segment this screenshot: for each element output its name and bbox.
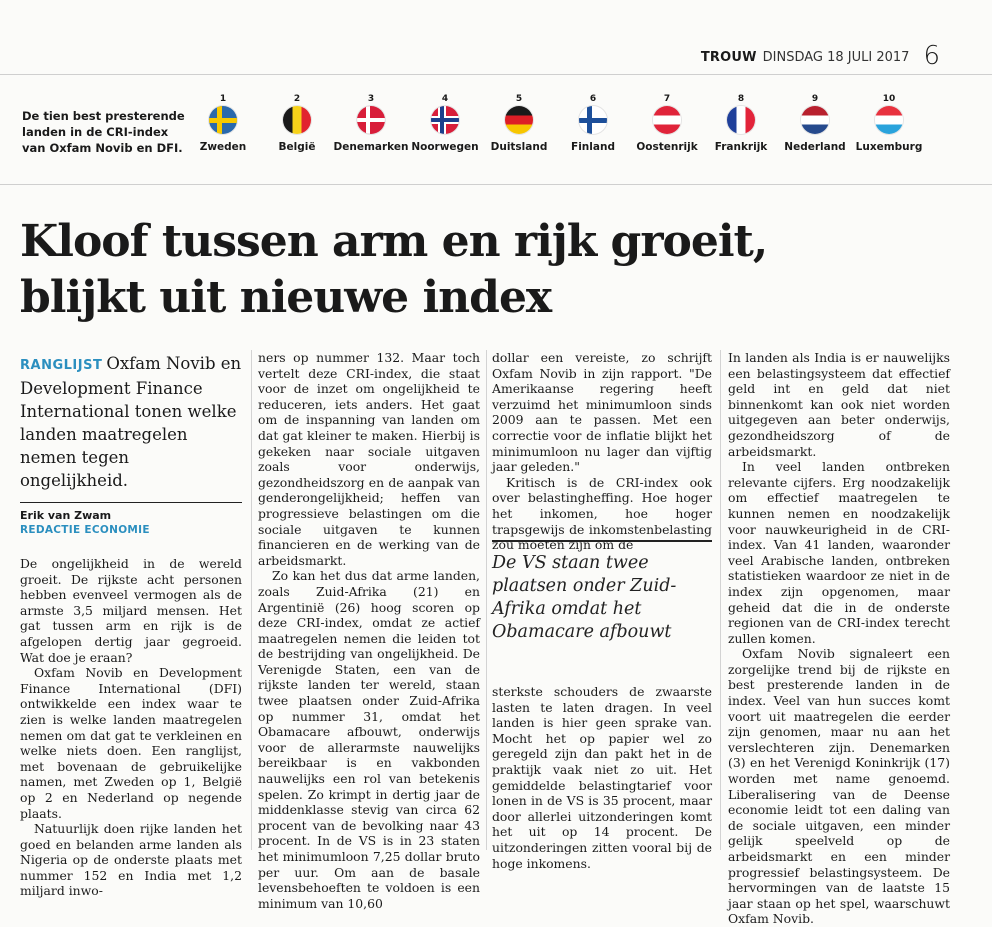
paragraph: Kritisch is de CRI-index ook over belastingheffing. Hoe hoger het inkomen, hoe hoger trapsgewijs de inkomstenbelasting zou moeten zijn om de	[492, 474, 712, 553]
paragraph: dollar een vereiste, zo schrijft Oxfam Novib in zijn rapport. "De Amerikaanse regering heeft verzuimd het minimumloon sinds 2009 aan te passen. Met een correctie voor de inflatie blijkt het minimumloon nu lager dan vijftig jaar geleden."	[492, 350, 712, 475]
author-department: REDACTIE ECONOMIE	[20, 524, 150, 536]
france-flag-icon	[727, 106, 755, 134]
finland-flag-icon	[579, 106, 607, 134]
ranking-rule	[0, 184, 992, 185]
country-name: Oostenrijk	[636, 141, 698, 153]
paragraph: In veel landen ontbreken relevante cijfers. Erg noodzakelijk om effectief maatregelen te kunnen nemen en noodzakelijk voor nauwkeurigheid in de CRI-index. Van 41 landen, waaronder veel Arabische landen, ontbreken statistieken waardoor ze niet in de index zijn opgenomen, maar geheid dat die in de onderste regionen van de CRI-index terecht zullen komen.	[728, 459, 950, 646]
paragraph: Oxfam Novib en Development Finance International (DFI) ontwikkelde een index waar te zien is welke landen maatregelen nemen om dat gat te verkleinen en welke niets doen. Een ranglijst, met bovenaan de gebruikelijke namen, met Zweden op 1, België op 2 en Nederland op negende plaats.	[20, 665, 242, 821]
lede-text: Oxfam Novib en Development Finance International tonen welke landen maatregelen nemen tegen ongelijkheid.	[20, 354, 242, 490]
body-column-2	[258, 350, 480, 911]
masthead	[700, 38, 940, 71]
paragraph: In landen als India is er nauwelijks een belastingsysteem dat effectief geld int en geld dat niet binnenkomt kan ook niet worden uitgegeven aan beter onderwijs, gezondheidszorg of de arbeidsmarkt.	[728, 350, 950, 459]
paragraph: ners op nummer 132. Maar toch vertelt deze CRI-index, die staat voor de inzet om ongelijkheid te reduceren, iets anders. Het gaat om de inspanning van landen om dat gat kleiner te maken. Hierbij is gekeken naar sociale uitgaven zoals voor onderwijs, gezondheidszorg en de aanpak van genderongelijkheid; heffen van progressieve belastingen om die sociale uitgaven te kunnen financieren en de werking van de arbeidsmarkt.	[258, 350, 480, 568]
byline	[20, 502, 242, 538]
rank-item-germany	[482, 94, 556, 153]
paragraph: Zo kan het dus dat arme landen, zoals Zuid-Afrika (21) en Argentinië (26) hoog scoren op deze CRI-index, omdat ze actief maatregelen nemen die leiden tot de bestrijding van ongelijkheid. De Verenigde Staten, een van de rijkste landen ter wereld, staan twee plaatsen onder Zuid-Afrika op nummer 31, omdat het Obamacare afbouwt, onderwijs voor de allerarmste nauwelijks bereikbaar is en vakbonden nauwelijks een rol van betekenis spelen. Zo krimpt in dertig jaar de middenklasse stevig van circa 62 procent van de bevolking naar 43 procent. In de VS is in 23 staten het minimumloon 7,25 dollar bruto per uur. Om aan de basale levensbehoeften te voldoen is een minimum van 10,60	[258, 568, 480, 911]
country-name: Luxemburg	[855, 141, 923, 153]
rank-item-france	[704, 94, 778, 153]
rank-number: 10	[882, 94, 896, 104]
country-name: Finland	[571, 141, 615, 153]
headline-line-1: Kloof tussen arm en rijk groeit,	[20, 216, 768, 267]
column-divider	[720, 350, 721, 850]
issue-date: DINSDAG 18 JULI 2017	[762, 50, 910, 65]
rank-item-belgium	[260, 94, 334, 153]
austria-flag-icon	[653, 106, 681, 134]
ranking-intro: De tien best presterende landen in de CRI-index van Oxfam Novib en DFI.	[22, 109, 185, 155]
netherlands-flag-icon	[801, 106, 829, 134]
denmark-flag-icon	[357, 106, 385, 134]
body-column-3-top	[492, 350, 712, 553]
newspaper-brand: TROUW	[700, 50, 757, 65]
lede	[20, 352, 242, 492]
paragraph: Oxfam Novib signaleert een zorgelijke trend bij de rijkste en best presterende landen in de index. Veel van hun succes komt voort uit maatregelen die eerder zijn genomen, maar nu aan het verslechteren zijn. Denemarken (3) en het Verenigd Koninkrijk (17) worden met name genoemd. Liberalisering van de Deense economie leidt tot een daling van de sociale uitgaven, een minder gelijk speelveld op de arbeidsmarkt en een minder progressief belastingsysteem. De hervormingen van de laatste 15 jaar staan op het spel, waarschuwt Oxfam Novib.	[728, 646, 950, 927]
belgium-flag-icon	[283, 106, 311, 134]
column-divider	[486, 350, 487, 850]
rank-item-finland	[556, 94, 630, 153]
paragraph: Natuurlijk doen rijke landen het goed en belanden arme landen als Nigeria op de onderste plaats met nummer 152 en India met 1,2 miljard inwo-	[20, 821, 242, 899]
country-name: Duitsland	[490, 141, 548, 153]
rank-number: 3	[367, 94, 375, 104]
country-name: Nederland	[784, 141, 846, 153]
body-column-3-bottom	[492, 684, 712, 871]
rank-number: 8	[737, 94, 745, 104]
rank-item-denmark	[334, 94, 408, 153]
rank-item-austria	[630, 94, 704, 153]
page-number: 6	[923, 41, 940, 71]
country-name: België	[278, 141, 316, 153]
rank-item-luxembourg	[852, 94, 926, 153]
pull-quote: De VS staan twee plaatsen onder Zuid-Afrika omdat het Obamacare afbouwt	[492, 540, 712, 644]
rank-number: 6	[589, 94, 597, 104]
paragraph: sterkste schouders de zwaarste lasten te laten dragen. In veel landen is hier geen sprake van. Mocht het op papier wel zo geregeld zijn dan pakt het in de praktijk vaak niet zo uit. Het gemiddelde belastingtarief voor lonen in de VS is 35 procent, maar door allerlei uitzonderingen komt het uit op 14 procent. De uitzonderingen zitten vooral bij de hoge inkomens.	[492, 684, 712, 871]
column-divider	[251, 350, 252, 850]
rank-number: 2	[293, 94, 301, 104]
body-column-4	[728, 350, 950, 927]
rank-item-netherlands	[778, 94, 852, 153]
rank-number: 7	[663, 94, 671, 104]
headline	[20, 214, 960, 326]
body-column-1	[20, 556, 242, 899]
masthead-rule	[0, 74, 992, 75]
germany-flag-icon	[505, 106, 533, 134]
country-name: Noorwegen	[411, 141, 479, 153]
country-name: Denemarken	[333, 141, 409, 153]
rank-item-sweden	[186, 94, 260, 153]
paragraph: De ongelijkheid in de wereld groeit. De rijkste acht personen hebben evenveel vermogen als de armste 3,5 miljard mensen. Het gat tussen arm en rijk is de afgelopen dertig jaar gegroeid. Wat doe je eraan?	[20, 556, 242, 665]
norway-flag-icon	[431, 106, 459, 134]
headline-line-2: blijkt uit nieuwe index	[20, 272, 552, 323]
rank-number: 5	[515, 94, 523, 104]
section-label: RANGLIJST	[20, 358, 103, 373]
rank-number: 9	[811, 94, 819, 104]
flag-ranking	[186, 94, 926, 153]
country-name: Frankrijk	[714, 141, 768, 153]
luxembourg-flag-icon	[875, 106, 903, 134]
sweden-flag-icon	[209, 106, 237, 134]
rank-number: 4	[441, 94, 449, 104]
rank-number: 1	[219, 94, 227, 104]
author-name: Erik van Zwam	[20, 509, 112, 522]
rank-item-norway	[408, 94, 482, 153]
country-name: Zweden	[199, 141, 247, 153]
